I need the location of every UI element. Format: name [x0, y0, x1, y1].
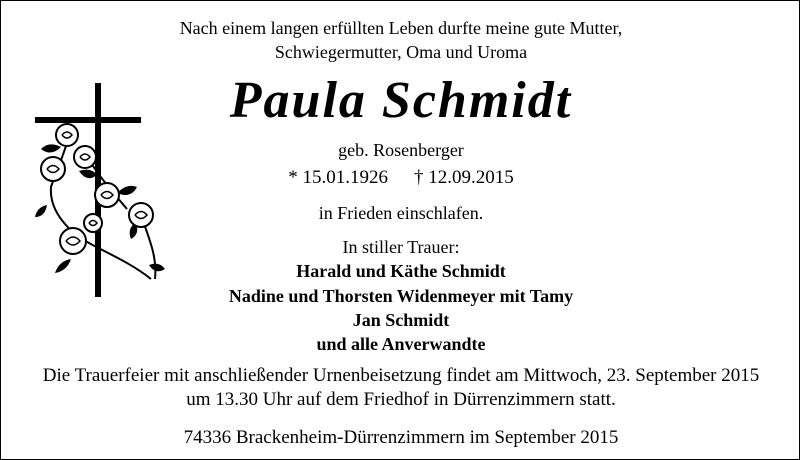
deceased-name: Paula Schmidt — [229, 72, 573, 129]
place-date: 74336 Brackenheim-Dürrenzimmern im September 2015 — [183, 427, 619, 448]
cross-with-roses-icon — [31, 83, 171, 303]
ceremony-line-1: Die Trauerfeier mit anschließender Urnenbeisetzung findet am Mittwoch, 23. September 2015 — [42, 365, 760, 386]
mourner-line: Nadine und Thorsten Widenmeyer mit Tamy — [228, 286, 574, 306]
death-date: † 12.09.2015 — [414, 167, 514, 188]
intro-line-2: Schwiegermutter, Oma und Uroma — [274, 42, 528, 62]
passing-text: in Frieden einschlafen. — [318, 203, 484, 223]
birth-name: geb. Rosenberger — [338, 140, 464, 160]
mourner-line: und alle Anverwandte — [316, 334, 486, 354]
mourner-line: Jan Schmidt — [352, 310, 450, 330]
intro-line-1: Nach einem langen erfüllten Leben durfte meine gute Mutter, — [179, 18, 623, 38]
mourner-line: Harald und Käthe Schmidt — [296, 261, 506, 281]
birth-date: * 15.01.1926 — [288, 167, 388, 188]
ceremony-line-2: um 13.30 Uhr auf dem Friedhof in Dürrenzimmern statt. — [186, 389, 616, 410]
mourning-heading: In stiller Trauer: — [342, 237, 460, 257]
